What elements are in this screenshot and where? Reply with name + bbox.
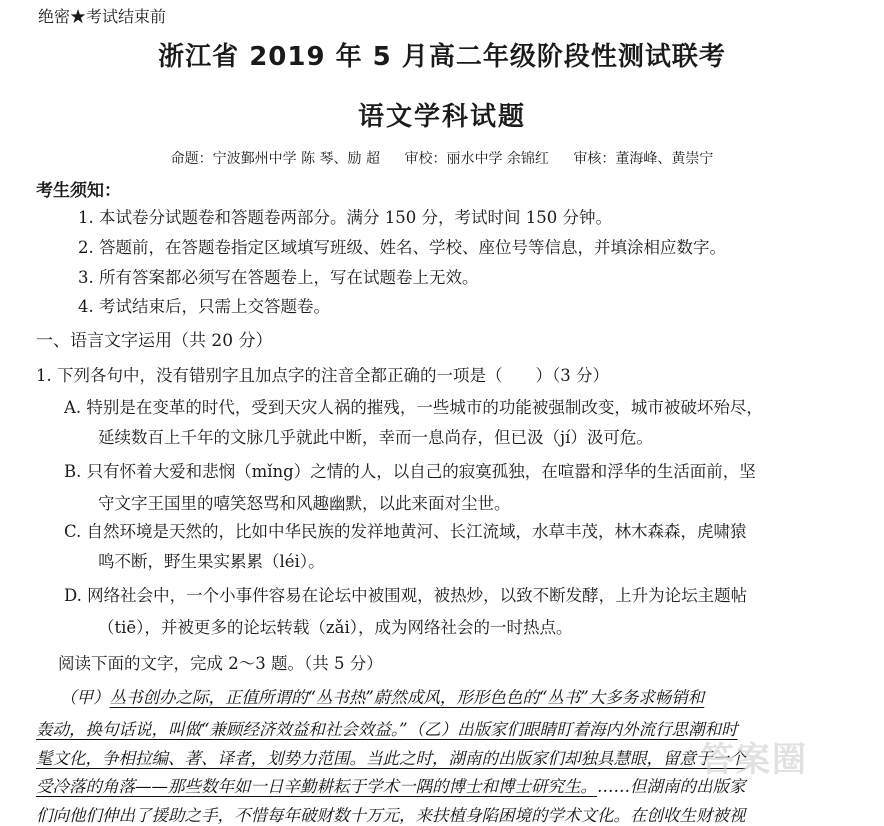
notice-item: 2. 答题前，在答题卷指定区域填写班级、姓名、学校、座位号等信息，并填涂相应数字。: [78, 238, 726, 257]
option-c-line2: 鸣不断，野生果实累累（léi）。: [98, 552, 325, 571]
option-d-line2: （tiē），并被更多的论坛转载（zǎi），成为网络社会的一时热点。: [98, 618, 573, 637]
passage-underlined: 形形色色的“丛书”大多务求畅销和: [456, 688, 705, 707]
notice-item: 3. 所有答案都必须写在答题卷上，写在试题卷上无效。: [78, 268, 479, 287]
passage-underlined: （乙）出版家们眼睛盯着海内外流行思潮和时: [407, 720, 738, 739]
credit-reviewer1: 审校：丽水中学 余锦红: [404, 151, 549, 167]
passage-marker-jia: （甲）: [60, 688, 110, 707]
question-stem: 1. 下列各句中，没有错别字且加点字的注音全都正确的一项是（ ）（3 分）: [36, 366, 609, 385]
passage-line: [60, 684, 704, 708]
passage-line: [36, 745, 746, 769]
passage-line: [36, 773, 746, 797]
notice-item: 1. 本试卷分试题卷和答题卷两部分。满分 150 分，考试时间 150 分钟。: [78, 208, 612, 227]
option-a-line1: A. 特别是在变革的时代，受到天灾人祸的摧残，一些城市的功能被强制改变，城市被破坏殆尽，: [64, 398, 763, 417]
watermark-logo: 答案圈: [700, 740, 808, 780]
option-a-line2: 延续数百上千年的文脉几乎就此中断，幸而一息尚存，但已汲（jí）汲可危。: [98, 428, 653, 447]
passage-underlined: 轰动，换句话说，叫做“兼顾经济效益和社会效益。”: [36, 720, 408, 739]
section-heading: 一、语言文字运用（共 20 分）: [36, 331, 273, 351]
passage-line: 们向他们伸出了援助之手，不惜每年破财数十万元，来扶植身陷困境的学术文化。在创收生财被视: [36, 806, 746, 825]
credit-author: 命题：宁波鄞州中学 陈 琴、励 超: [170, 151, 380, 167]
secret-mark: 绝密★考试结束前: [38, 7, 167, 26]
passage-underlined: 受冷落的角落——那些数年如一日辛勤耕耘于学术一隅的博士和博士研究生。: [36, 777, 597, 796]
passage-underlined: 当此之时，湖南的出版家们却独具慧眼，留意于一个: [366, 749, 746, 768]
passage-text: ……但湖南的出版家: [597, 777, 746, 796]
passage-underlined: 髦文化，争相拉编、著、译者，划势力范围。: [36, 749, 366, 768]
option-d-line1: D. 网络社会中，一个小事件容易在论坛中被围观，被热炒，以致不断发酵，上升为论坛主题帖: [64, 586, 748, 605]
option-b-line1: B. 只有怀着大爱和悲悯（mǐng）之情的人，以自己的寂寞孤独，在喧嚣和浮华的生活面前，坚: [64, 462, 756, 481]
notice-heading: 考生须知：: [36, 181, 121, 201]
passage-line: [36, 716, 738, 740]
exam-title: 浙江省 2019 年 5 月高二年级阶段性测试联考: [158, 42, 726, 72]
credit-reviewer2: 审核：董海峰、黄崇宁: [573, 151, 714, 167]
reading-prompt: 阅读下面的文字，完成 2～3 题。（共 5 分）: [58, 654, 383, 673]
passage-underlined: 丛书创办之际，正值所谓的“丛书热”蔚然成风，: [109, 688, 457, 707]
option-c-line1: C. 自然环境是天然的，比如中华民族的发祥地黄河、长江流域，水草丰茂，林木森森，虎啸猿: [64, 522, 747, 541]
exam-subtitle: 语文学科试题: [357, 102, 526, 132]
credits: [0, 148, 884, 168]
option-b-line2: 守文字王国里的嘻笑怒骂和风趣幽默，以此来面对尘世。: [98, 494, 511, 513]
notice-item: 4. 考试结束后，只需上交答题卷。: [78, 297, 330, 316]
